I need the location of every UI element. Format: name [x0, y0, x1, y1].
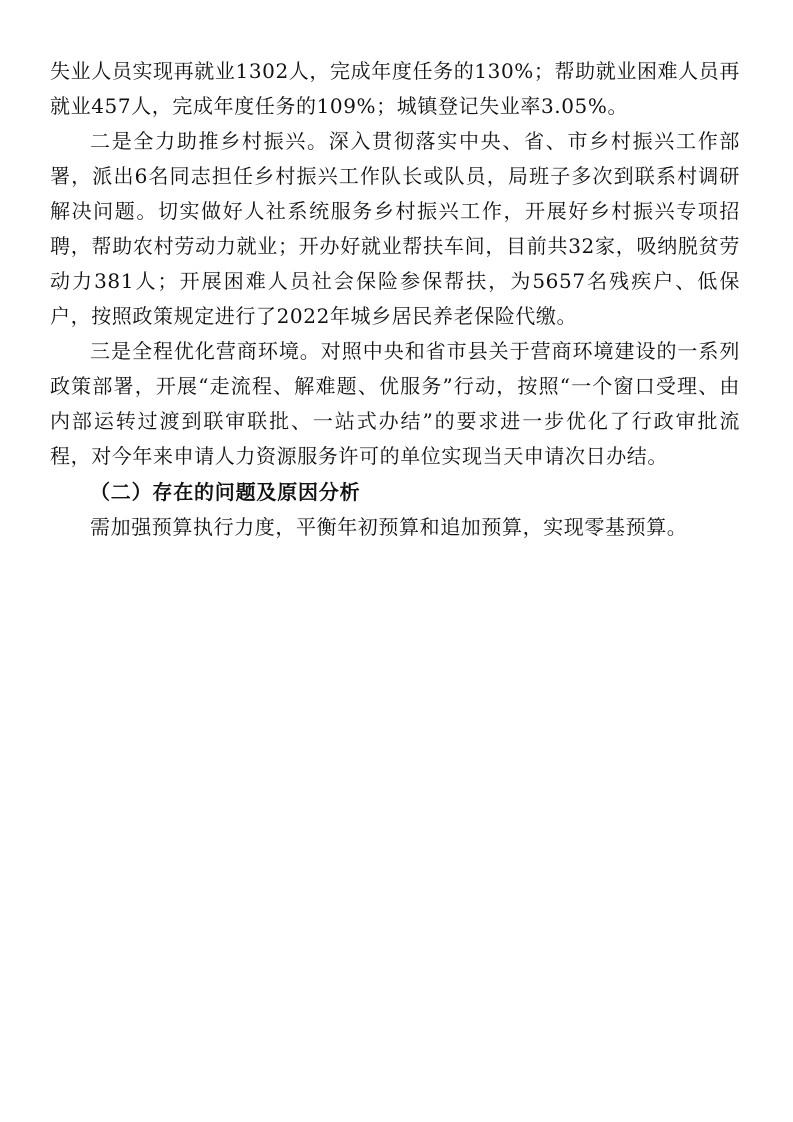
- document-body: [50, 54, 740, 545]
- paragraph-budget-problem: 需加强预算执行力度，平衡年初预算和追加预算，实现零基预算。: [90, 515, 688, 539]
- paragraph-rural-revitalization: 二是全力助推乡村振兴。深入贯彻落实中央、省、市乡村振兴工作部署，派出6名同志担任乡村振兴工作队长或队员，局班子多次到联系村调研解决问题。切实做好人社系统服务乡村振兴工作，开展好乡村振兴专项招聘，帮助农村劳动力就业；开办好就业帮扶车间，目前共32家，吸纳脱贫劳动力381人；开展困难人员社会保险参保帮扶，为5657名残疾户、低保户，按照政策规定进行了2022年城乡居民养老保险代缴。: [50, 129, 740, 328]
- paragraph-business-environment: 三是全程优化营商环境。对照中央和省市县关于营商环境建设的一系列政策部署，开展“走流程、解难题、优服务”行动，按照“一个窗口受理、由内部运转过渡到联审联批、一站式办结”的要求进一步优化了行政审批流程，对今年来申请人力资源服务许可的单位实现当天申请次日办结。: [50, 339, 740, 468]
- paragraph-employment-results: 失业人员实现再就业1302人，完成年度任务的130%；帮助就业困难人员再就业457人，完成年度任务的109%；城镇登记失业率3.05%。: [50, 59, 740, 118]
- section-heading-problems: （二）存在的问题及原因分析: [90, 480, 361, 504]
